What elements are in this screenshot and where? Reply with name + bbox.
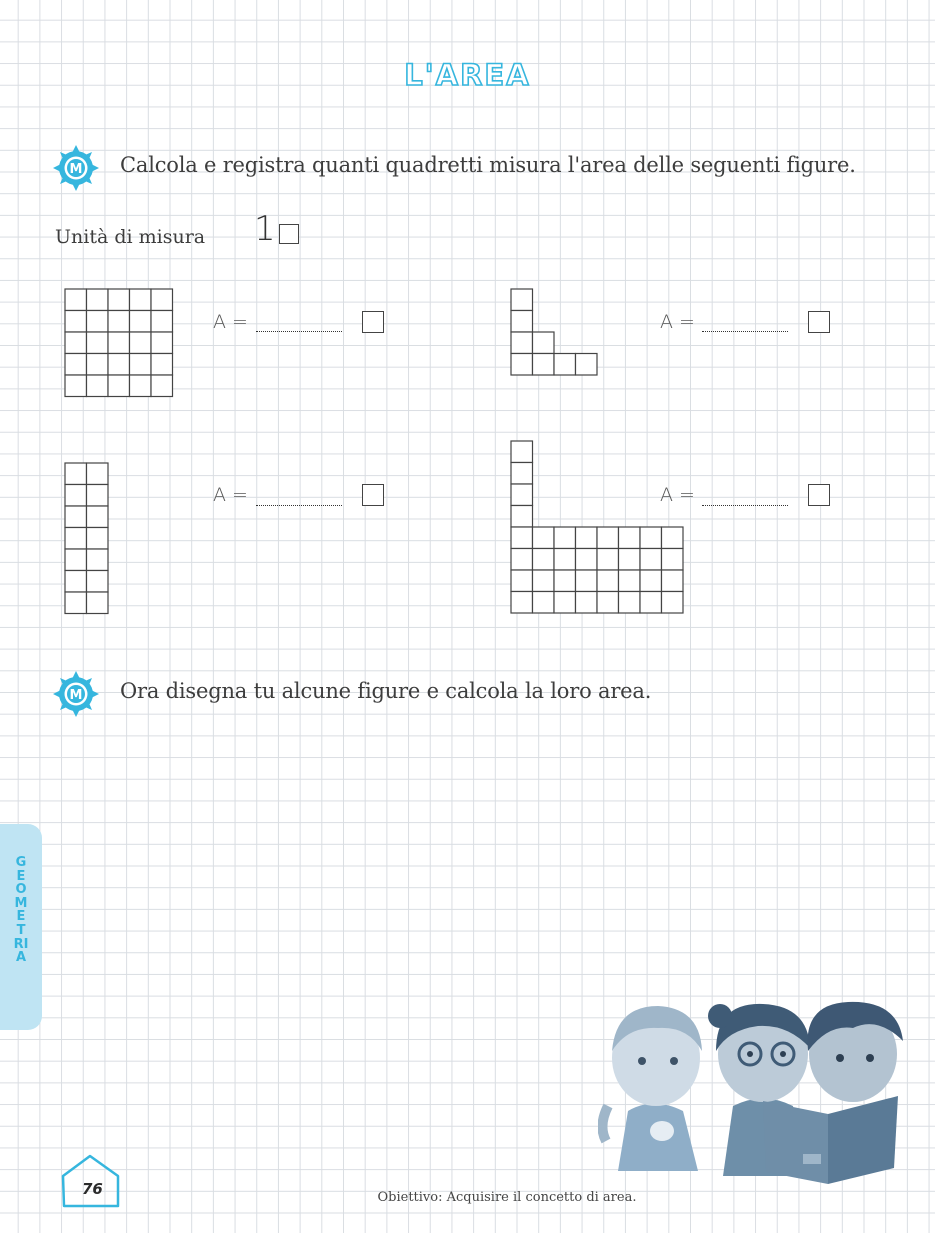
- grid-cell: [87, 354, 109, 376]
- unit-answer-box[interactable]: [808, 311, 830, 333]
- area-label: A =: [213, 484, 248, 506]
- grid-cell: [87, 375, 109, 397]
- grid-cell: [511, 570, 533, 592]
- exercise-1-instruction: Calcola e registra quanti quadretti misura l'area delle seguenti figure.: [120, 153, 856, 177]
- unit-answer-box[interactable]: [362, 484, 384, 506]
- grid-cell: [554, 570, 576, 592]
- grid-cell: [65, 354, 87, 376]
- grid-cell: [511, 311, 533, 333]
- grid-cell: [108, 289, 130, 311]
- grid-cell: [65, 528, 87, 550]
- grid-cell: [511, 506, 533, 528]
- grid-cell: [576, 592, 598, 614]
- answer-line[interactable]: [702, 331, 788, 332]
- grid-cell: [130, 354, 152, 376]
- grid-cell: [576, 549, 598, 571]
- grid-cell: [151, 311, 173, 333]
- grid-cell: [597, 592, 619, 614]
- unit-label: Unità di misura: [55, 226, 206, 248]
- area-label: A =: [660, 484, 695, 506]
- grid-cell: [640, 549, 662, 571]
- grid-cell: [533, 570, 555, 592]
- grid-cell: [511, 354, 533, 376]
- grid-cell: [108, 311, 130, 333]
- children-reading-illustration: [598, 996, 918, 1188]
- grid-cell: [65, 549, 87, 571]
- area-label: A =: [213, 311, 248, 333]
- answer-line[interactable]: [256, 505, 342, 506]
- grid-cell: [640, 592, 662, 614]
- m-badge-icon: [52, 670, 100, 718]
- grid-cell: [576, 527, 598, 549]
- grid-cell: [87, 549, 109, 571]
- grid-cell: [511, 527, 533, 549]
- page-number: 76: [82, 1180, 103, 1198]
- grid-cell: [130, 311, 152, 333]
- grid-cell: [619, 592, 641, 614]
- grid-cell: [640, 527, 662, 549]
- page-title: L'AREA: [404, 58, 531, 92]
- grid-cell: [533, 549, 555, 571]
- grid-cell: [511, 463, 533, 485]
- grid-cell: [554, 354, 576, 376]
- grid-cell: [619, 570, 641, 592]
- grid-cell: [108, 354, 130, 376]
- unit-square-icon: [279, 224, 299, 244]
- grid-cell: [511, 484, 533, 506]
- grid-cell: [151, 375, 173, 397]
- answer-line[interactable]: [702, 505, 788, 506]
- grid-cell: [511, 289, 533, 311]
- grid-cell: [65, 375, 87, 397]
- area-label: A =: [660, 311, 695, 333]
- grid-cell: [597, 549, 619, 571]
- grid-cell: [533, 592, 555, 614]
- exercise-2-instruction: Ora disegna tu alcune figure e calcola la loro area.: [120, 679, 652, 703]
- grid-cell: [662, 570, 684, 592]
- grid-cell: [597, 527, 619, 549]
- grid-cell: [619, 549, 641, 571]
- figure-l-shape-small: [510, 288, 600, 380]
- grid-cell: [87, 311, 109, 333]
- grid-cell: [130, 375, 152, 397]
- grid-cell: [511, 332, 533, 354]
- grid-cell: [65, 289, 87, 311]
- grid-cell: [554, 592, 576, 614]
- grid-cell: [662, 527, 684, 549]
- grid-cell: [151, 332, 173, 354]
- grid-cell: [640, 570, 662, 592]
- figure-l-shape-large: [510, 440, 685, 619]
- grid-cell: [511, 549, 533, 571]
- grid-cell: [65, 463, 87, 485]
- figure-column-2x7: [64, 462, 110, 619]
- grid-cell: [87, 332, 109, 354]
- grid-cell: [554, 549, 576, 571]
- grid-cell: [108, 375, 130, 397]
- grid-cell: [108, 332, 130, 354]
- grid-cell: [533, 527, 555, 549]
- grid-cell: [662, 592, 684, 614]
- svg-text:M: M: [69, 162, 83, 177]
- learning-objective: Obiettivo: Acquisire il concetto di area.: [377, 1190, 637, 1205]
- grid-cell: [65, 592, 87, 614]
- grid-cell: [87, 485, 109, 507]
- grid-cell: [576, 570, 598, 592]
- grid-cell: [554, 527, 576, 549]
- answer-line[interactable]: [256, 331, 342, 332]
- grid-cell: [662, 549, 684, 571]
- grid-cell: [87, 592, 109, 614]
- grid-cell: [151, 289, 173, 311]
- grid-cell: [533, 354, 555, 376]
- grid-cell: [87, 528, 109, 550]
- unit-answer-box[interactable]: [362, 311, 384, 333]
- section-side-tab-label: GEOMETRIA: [13, 855, 29, 966]
- grid-cell: [619, 527, 641, 549]
- grid-cell: [87, 289, 109, 311]
- grid-cell: [597, 570, 619, 592]
- grid-cell: [65, 506, 87, 528]
- grid-cell: [87, 571, 109, 593]
- grid-cell: [87, 463, 109, 485]
- m-badge-icon: [52, 144, 100, 192]
- grid-cell: [151, 354, 173, 376]
- grid-cell: [65, 485, 87, 507]
- grid-cell: [130, 332, 152, 354]
- grid-cell: [511, 441, 533, 463]
- grid-cell: [576, 354, 598, 376]
- grid-cell: [533, 332, 555, 354]
- grid-cell: [65, 311, 87, 333]
- unit-answer-box[interactable]: [808, 484, 830, 506]
- grid-cell: [511, 592, 533, 614]
- figure-square-5x5: [64, 288, 174, 400]
- grid-cell: [65, 571, 87, 593]
- unit-value: 1: [254, 209, 276, 249]
- grid-cell: [87, 506, 109, 528]
- grid-cell: [65, 332, 87, 354]
- grid-cell: [130, 289, 152, 311]
- svg-text:M: M: [69, 688, 83, 703]
